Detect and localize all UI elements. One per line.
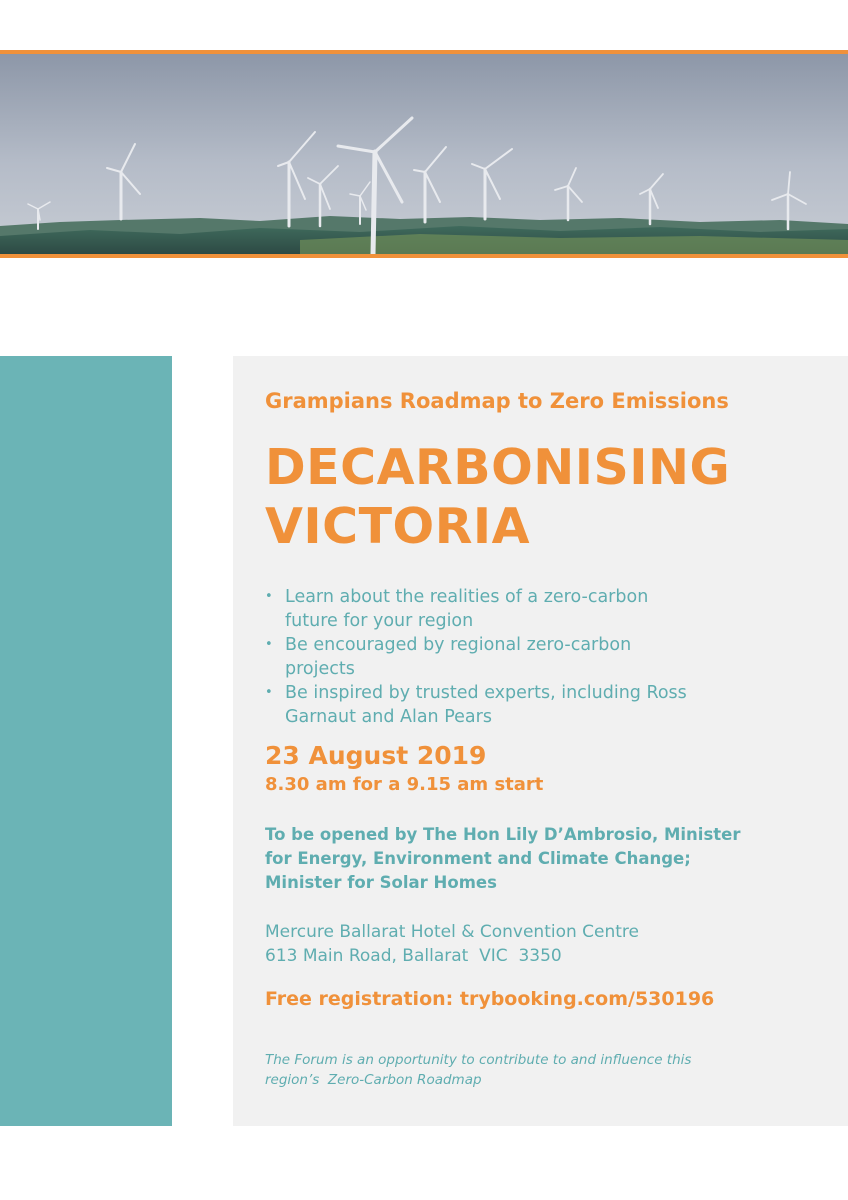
wind-farm-banner xyxy=(0,50,848,258)
venue-street: 613 Main Road, Ballarat VIC 3350 xyxy=(265,946,562,966)
forum-note: The Forum is an opportunity to contribute to and influence this region’s Zero-Carbon Roadmap xyxy=(265,1052,696,1088)
benefits-list xyxy=(265,585,705,729)
headline-line-2: VICTORIA xyxy=(265,498,531,555)
wind-farm-photo xyxy=(0,54,848,254)
opened-by-text: To be opened by The Hon Lily D’Ambrosio, Minister for Energy, Environment and Climate Change; Minister for Solar Homes xyxy=(265,825,741,892)
event-subtitle: Grampians Roadmap to Zero Emissions xyxy=(265,389,729,413)
bullet-icon: • xyxy=(265,637,273,652)
event-time: 8.30 am for a 9.15 am start xyxy=(265,774,544,795)
teal-side-bar xyxy=(0,356,172,1126)
venue-name: Mercure Ballarat Hotel & Convention Centre xyxy=(265,922,640,942)
event-headline xyxy=(265,438,730,556)
event-date: 23 August 2019 xyxy=(265,741,487,770)
bullet-icon: • xyxy=(265,685,273,700)
list-item: • Learn about the realities of a zero-carbon future for your region xyxy=(265,587,649,631)
list-item: • Be inspired by trusted experts, including Ross Garnaut and Alan Pears xyxy=(265,683,687,727)
list-item: • Be encouraged by regional zero-carbon projects xyxy=(265,635,632,679)
headline-line-1: DECARBONISING xyxy=(265,439,731,496)
bullet-icon: • xyxy=(265,589,273,604)
registration-link[interactable]: Free registration: trybooking.com/530196 xyxy=(265,988,715,1010)
venue-address xyxy=(265,920,745,968)
